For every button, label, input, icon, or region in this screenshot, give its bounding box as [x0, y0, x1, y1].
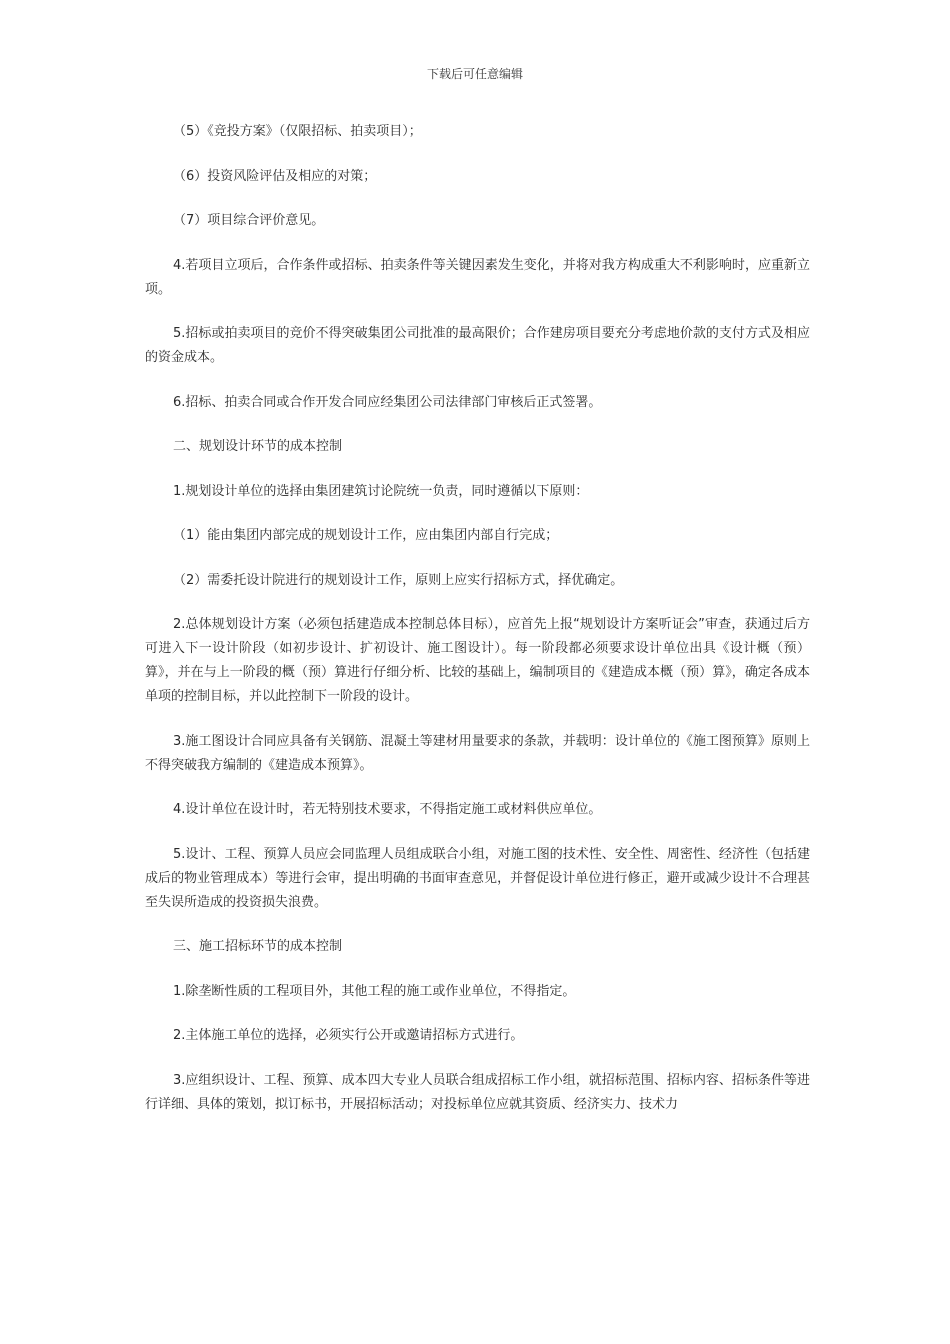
paragraph-principle-1: （1）能由集团内部完成的规划设计工作，应由集团内部自行完成； [173, 528, 559, 543]
paragraph-joint-review: 5.设计、工程、预算人员应会同监理人员组成联合小组，对施工图的技术性、安全性、周密性、经济性（包括建成后的物业管理成本）等进行会审，提出明确的书面审查意见，并督促设计单位进行修正，避开或减少设计不合理甚至失误所造成的投资损失浪费。 [145, 846, 810, 910]
section-heading-design: 二、规划设计环节的成本控制 [173, 439, 343, 454]
section-heading-tender: 三、施工招标环节的成本控制 [173, 939, 343, 954]
paragraph-no-designation: 4.设计单位在设计时，若无特别技术要求，不得指定施工或材料供应单位。 [173, 802, 602, 817]
paragraph-construction-drawing-contract: 3.施工图设计合同应具备有关钢筋、混凝土等建材用量要求的条款，并载明：设计单位的《施工图预算》原则上不得突破我方编制的《建造成本预算》。 [145, 733, 810, 773]
paragraph-5-bid-plan: （5）《竞投方案》（仅限招标、拍卖项目）； [173, 124, 422, 139]
paragraph-tender-team: 3.应组织设计、工程、预算、成本四大专业人员联合组成招标工作小组，就招标范围、招标内容、招标条件等进行详细、具体的策划，拟订标书，开展招标活动；对投标单位应就其资质、经济实力、技术力 [145, 1072, 810, 1112]
paragraph-master-plan: 2.总体规划设计方案（必须包括建造成本控制总体目标），应首先上报“规划设计方案听证会”审查，获通过后方可进入下一设计阶段（如初步设计、扩初设计、施工图设计）。每一阶段都必须要求设计单位出具《设计概（预）算》，并在与上一阶段的概（预）算进行仔细分析、比较的基础上，编制项目的《建造成本概（预）算》，确定各成本单项的控制目标，并以此控制下一阶段的设计。 [145, 617, 810, 704]
paragraph-no-assignment: 1.除垄断性质的工程项目外，其他工程的施工或作业单位，不得指定。 [173, 983, 576, 999]
paragraph-7-evaluation: （7）项目综合评价意见。 [173, 213, 325, 228]
paragraph-main-contractor: 2.主体施工单位的选择，必须实行公开或邀请招标方式进行。 [173, 1028, 524, 1043]
paragraph-design-unit-selection: 1.规划设计单位的选择由集团建筑讨论院统一负责，同时遵循以下原则： [173, 483, 589, 499]
paragraph-principle-2: （2）需委托设计院进行的规划设计工作，原则上应实行招标方式，择优确定。 [173, 572, 624, 588]
paragraph-contract-review: 6.招标、拍卖合同或合作开发合同应经集团公司法律部门审核后正式签署。 [173, 394, 602, 410]
paragraph-bid-price-limit: 5.招标或拍卖项目的竞价不得突破集团公司批准的最高限价；合作建房项目要充分考虑地价款的支付方式及相应的资金成本。 [145, 326, 810, 365]
paragraph-6-risk: （6）投资风险评估及相应的对策； [173, 168, 377, 184]
document-body [145, 120, 810, 1137]
paragraph-re-approval: 4.若项目立项后，合作条件或招标、拍卖条件等关键因素发生变化，并将对我方构成重大不利影响时，应重新立项。 [145, 257, 810, 297]
page-header: 下载后可任意编辑 [426, 67, 523, 81]
